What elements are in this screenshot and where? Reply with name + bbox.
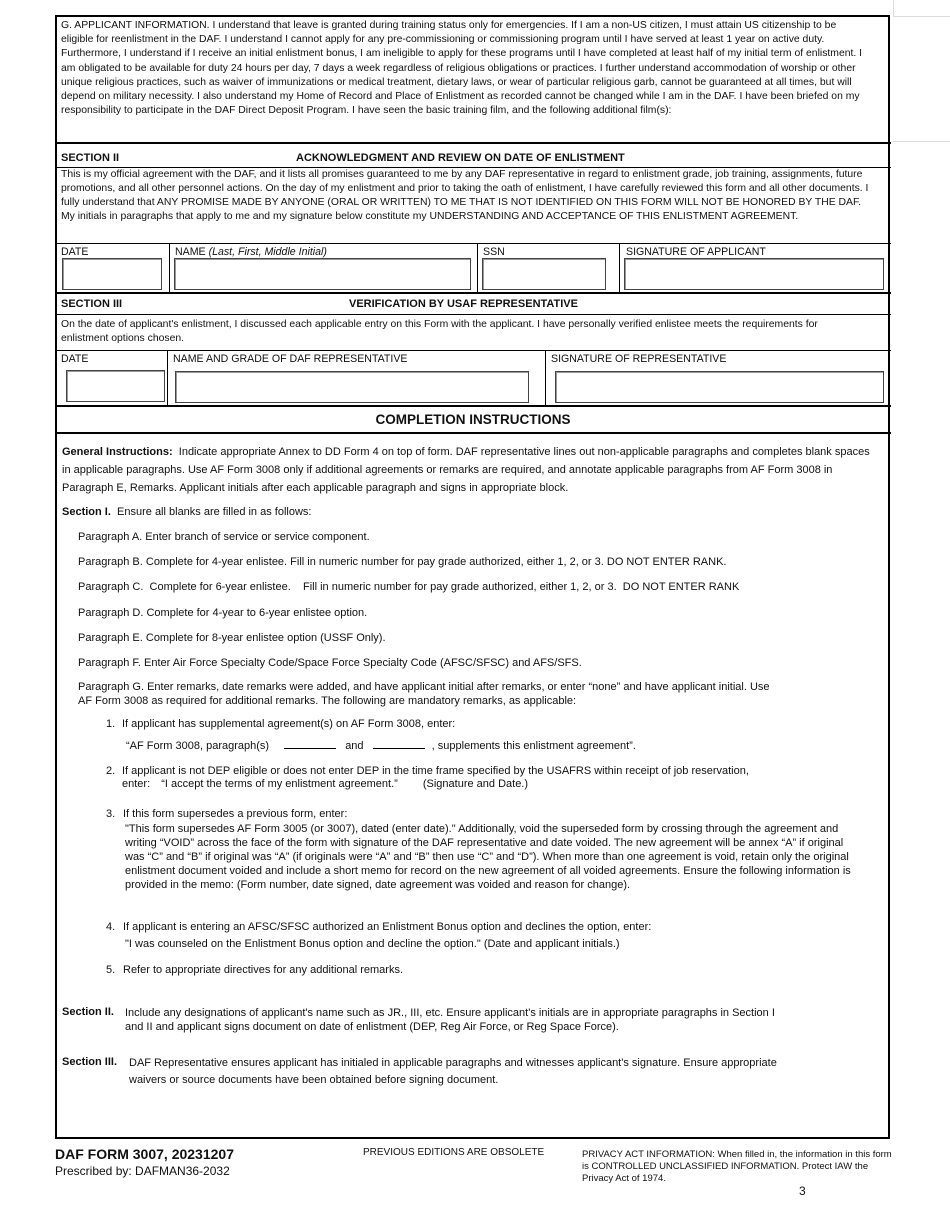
completion-instructions-title: COMPLETION INSTRUCTIONS xyxy=(375,412,571,427)
paragraph-b-instruction: Paragraph B. Complete for 4-year enlistee. Fill in numeric number for pay grade authorized, either 1, 2, or 3. DO NOT ENTER RANK. xyxy=(78,556,727,568)
general-instructions-label: General Instructions: xyxy=(62,446,173,458)
privacy-act-notice: PRIVACY ACT INFORMATION: When filled in, the information in this form is CONTROLLED UNCLASSIFIED INFORMATION. Protect IAW the Privacy Act of 1974. xyxy=(582,1149,892,1184)
paragraph-c-instruction: Paragraph C. Complete for 6-year enlistee. Fill in numeric number for pay grade authorized, either 1, 2, or 3. DO NOT ENTER RANK xyxy=(78,581,740,593)
section-2-title: ACKNOWLEDGMENT AND REVIEW ON DATE OF ENLISTMENT xyxy=(296,152,625,164)
item-4-quote: "I was counseled on the Enlistment Bonus option and decline the option." (Date and applicant initials.) xyxy=(125,938,620,950)
divider xyxy=(55,432,891,434)
item-1-number: 1. xyxy=(106,718,116,730)
divider xyxy=(55,142,891,144)
form-number: DAF FORM 3007, 20231207 xyxy=(55,1146,234,1162)
divider xyxy=(55,405,891,407)
section-1-instructions: Section I. Ensure all blanks are filled in as follows: xyxy=(62,506,312,518)
prescribed-by: Prescribed by: DAFMAN36-2032 xyxy=(55,1164,230,1178)
item-1-text: If applicant has supplemental agreement(s) on AF Form 3008, enter: xyxy=(122,718,456,730)
divider xyxy=(55,350,891,351)
section-2-text: This is my official agreement with the DAF, and it lists all promises guaranteed to me by any DAF representative in regard to enlistment grade, job training, assignments, future promotions, and all other personnel actions. On the day of my enlistment and prior to taking the oath of enlistment, I have carefully reviewed this form and all other documents. I fully understand that ANY PROMISE MADE BY ANYONE (ORAL OR WRITTEN) TO ME THAT IS NOT IDENTIFIED ON THIS FORM WILL NOT BE HONORED BY THE DAF. My initials in paragraphs that apply to me and my signature below constitute my UNDERSTANDING AND ACCEPTANCE OF THIS ENLISTMENT AGREEMENT. xyxy=(61,169,869,222)
item-3-number: 3. xyxy=(106,808,116,820)
signature-of-applicant-label: SIGNATURE OF APPLICANT xyxy=(626,246,766,258)
paragraph-d-instruction: Paragraph D. Complete for 4-year to 6-year enlistee option. xyxy=(78,607,368,619)
item-1-quote: “AF Form 3008, paragraph(s) and , supplements this enlistment agreement”. xyxy=(126,740,636,752)
item-5-text: Refer to appropriate directives for any additional remarks. xyxy=(123,964,404,976)
item-2-number: 2. xyxy=(106,765,116,777)
rep-signature-label: SIGNATURE OF REPRESENTATIVE xyxy=(551,353,727,365)
section-2-instruction-label: Section II. xyxy=(62,1006,114,1018)
name-hint: (Last, First, Middle Initial) xyxy=(208,246,327,258)
section-2-label: SECTION II xyxy=(61,152,120,164)
applicant-name-field[interactable] xyxy=(174,258,471,290)
section-2-instruction: Include any designations of applicant's name such as JR., III, etc. Ensure applicant's initials are in appropriate paragraphs in Section I and II and applicant signs document on date of enlistment (DEP, Reg Air Force, or Reg Space Force). xyxy=(125,1007,775,1033)
paragraph-blank-1[interactable] xyxy=(284,738,336,749)
section-3-label: SECTION III xyxy=(61,298,123,310)
item-5-number: 5. xyxy=(106,964,116,976)
applicant-information-text: G. APPLICANT INFORMATION. I understand that leave is granted during training status only for emergencies. If I am a non-US citizen, I must attain US citizenship to be eligible for reenlistment in the DAF. I understand I cannot apply for any pre-commissioning or commissioning program until I have served at least 1 year on active duty. Furthermore, I understand if I receive an initial enlistment bonus, I am ineligible to apply for these programs until I have completed at least half of my initial term of enlistment. I am obligated to be available for duty 24 hours per day, 7 days a week regardless of religious obligations or practices. I further understand accommodation of worship or other unique religious practices, such as waiver of immunizations or medical treatment, dietary laws, or wear of particular religious garb, cannot be guaranteed at all times, but will depend on military necessity. I also understand my Home of Record and Place of Enlistment as recorded cannot be changed while I am in the DAF. I have been briefed on my responsibility to participate in the DAF Direct Deposit Program. I have seen the basic training film, and the following additional film(s): xyxy=(61,20,863,117)
page-number: 3 xyxy=(799,1184,806,1198)
paragraph-e-instruction: Paragraph E. Complete for 8-year enlistee option (USSF Only). xyxy=(78,632,386,644)
item-4-text: If applicant is entering an AFSC/SFSC authorized an Enlistment Bonus option and declines the option, enter: xyxy=(123,921,652,933)
item-3-text: If this form supersedes a previous form, enter: xyxy=(123,808,348,820)
paragraph-g-instruction: Paragraph G. Enter remarks, date remarks were added, and have applicant initial after remarks, or enter “none” and have applicant initial. Use AF Form 3008 as required for additional remarks. The following are mandatory remarks, as applicable: xyxy=(78,681,770,707)
previous-editions-notice: PREVIOUS EDITIONS ARE OBSOLETE xyxy=(363,1147,545,1158)
paragraph-f-instruction: Paragraph F. Enter Air Force Specialty Code/Space Force Specialty Code (AFSC/SFSC) and AFS/SFS. xyxy=(78,657,582,669)
applicant-signature-field[interactable] xyxy=(624,258,884,290)
name-label: NAME (Last, First, Middle Initial) xyxy=(175,246,327,258)
divider xyxy=(55,243,891,244)
item-4-number: 4. xyxy=(106,921,116,933)
section-3-instruction: DAF Representative ensures applicant has initialed in applicable paragraphs and witnesses applicant's signature. Ensure appropriate waivers or source documents have been obtained before signing document. xyxy=(129,1057,777,1086)
section-3-instruction-label: Section III. xyxy=(62,1056,118,1068)
section-3-text: On the date of applicant's enlistment, I discussed each applicable entry on this Form with the applicant. I have personally verified enlistee meets the requirements for enlistment options chosen. xyxy=(61,319,818,344)
rep-date-field[interactable] xyxy=(66,370,165,402)
general-instructions: General Instructions: Indicate appropriate Annex to DD Form 4 on top of form. DAF representative lines out non-applicable paragraphs and completes blank spaces in applicable paragraphs. Use AF Form 3008 only if additional agreements or remarks are required, and annotate applicable paragraphs from AF Form 3008 in Paragraph E, Remarks. Applicant initials after each applicable paragraph and signs in appropriate block. xyxy=(62,446,870,494)
item-2-text: If applicant is not DEP eligible or does not enter DEP in the time frame specified by the USAFRS within receipt of job reservation, xyxy=(122,765,749,777)
ssn-label: SSN xyxy=(483,246,505,258)
item-2-quote: enter: “I accept the terms of my enlistment agreement.” (Signature and Date.) xyxy=(122,778,529,790)
rep-signature-field[interactable] xyxy=(555,371,884,403)
section-1-label: Section I. xyxy=(62,506,111,518)
paragraph-a-instruction: Paragraph A. Enter branch of service or service component. xyxy=(78,531,370,543)
rep-name-label: NAME AND GRADE OF DAF REPRESENTATIVE xyxy=(173,353,408,365)
section-3-title: VERIFICATION BY USAF REPRESENTATIVE xyxy=(349,298,578,310)
ssn-field[interactable] xyxy=(482,258,606,290)
item-3-body: "This form supersedes AF Form 3005 (or 3007), dated (enter date)." Additionally, void the superseded form by crossing through the agreement and writing “VOID” across the face of the form with signature of the DAF representative and date voided. The new agreement will be annex “A” if original was “C” and “B” if original was “A” (if originals were “A” and “B” then use “C” and “D”). When more than one agreement is void, retain only the original enlistment document voided and include a short memo for record on the new agreement of all voided agreements. Ensure the following information is provided in the memo: (Form number, date signed, date agreement was voided and reason for change). xyxy=(125,823,851,891)
divider xyxy=(55,314,891,315)
applicant-date-field[interactable] xyxy=(62,258,162,290)
rep-date-label: DATE xyxy=(61,353,89,365)
divider xyxy=(55,292,891,294)
paragraph-blank-2[interactable] xyxy=(373,738,425,749)
rep-name-field[interactable] xyxy=(175,371,529,403)
date-label: DATE xyxy=(61,246,89,258)
